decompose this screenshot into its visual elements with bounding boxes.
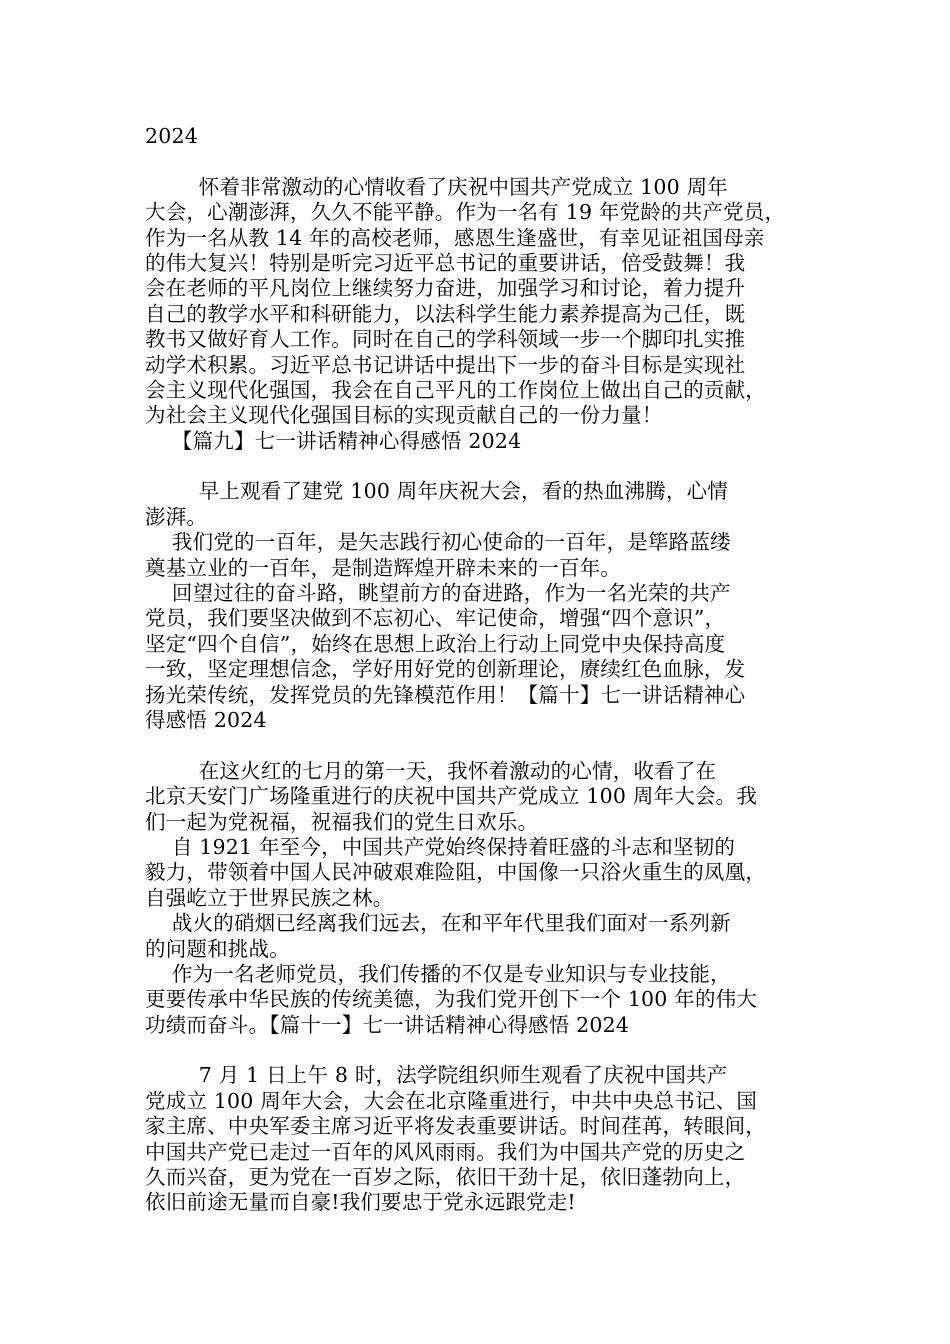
text-line: 党员，我们要坚决做到不忘初心、牢记使命，增强“四个意识”， (145, 606, 726, 631)
text-line: 扬光荣传统，发挥党员的先锋模范作用！【篇十】七一讲话精神心 (145, 682, 746, 707)
text-line: 澎湃。 (145, 504, 208, 529)
text-line: 久而兴奋，更为党在一百岁之际，依旧干劲十足，依旧蓬勃向上， (145, 1165, 746, 1190)
blank-line (145, 149, 809, 174)
blank-line (145, 454, 809, 479)
text-line: 家主席、中央军委主席习近平将发表重要讲话。时间荏苒，转眼间， (145, 1114, 766, 1139)
text-line: 们一起为党祝福，祝福我们的党生日欢乐。 (145, 809, 539, 834)
text-line: 7 月 1 日上午 8 时，法学院组织师生观看了庆祝中国共产 (145, 1063, 728, 1088)
text-line: 党成立 100 周年大会，大会在北京隆重进行，中共中央总书记、国 (145, 1088, 758, 1113)
text-line: 一致，坚定理想信念，学好用好党的创新理论，赓续红色血脉，发 (145, 657, 746, 682)
text-line: 毅力，带领着中国人民冲破艰难险阻，中国像一只浴火重生的凤凰， (145, 860, 766, 885)
text-line: 自强屹立于世界民族之林。 (145, 885, 394, 910)
text-line: 更要传承中华民族的传统美德，为我们党开创下一个 100 年的伟大 (145, 987, 758, 1012)
text-line: 依旧前途无量而自豪!我们要忠于党永远跟党走! (145, 1190, 576, 1215)
text-line: 自 1921 年至今，中国共产党始终保持着旺盛的斗志和坚韧的 (145, 834, 736, 859)
text-line: 动学术积累。习近平总书记讲话中提出下一步的奋斗目标是实现社 (145, 352, 746, 377)
text-line: 功绩而奋斗。【篇十一】七一讲话精神心得感悟 2024 (145, 1012, 630, 1037)
text-line: 在这火红的七月的第一天，我怀着激动的心情，收看了在 (145, 758, 717, 783)
blank-line (145, 1038, 809, 1063)
text-line: 会主义现代化强国，我会在自己平凡的工作岗位上做出自己的贡献， (145, 377, 766, 402)
text-line: 奠基立业的一百年，是制造辉煌开辟未来的一百年。 (145, 555, 622, 580)
text-line: 大会，心潮澎湃，久久不能平静。作为一名有 19 年党龄的共产党员， (145, 200, 786, 225)
text-line: 我们党的一百年，是矢志践行初心使命的一百年，是筚路蓝缕 (145, 530, 731, 555)
text-line: 早上观看了建党 100 周年庆祝大会，看的热血沸腾，心情 (145, 479, 728, 504)
text-line: 自己的教学水平和科研能力，以法科学生能力素养提高为己任，既 (145, 301, 746, 326)
text-line: 教书又做好育人工作。同时在自己的学科领域一步一个脚印扎实推 (145, 327, 746, 352)
text-line: 作为一名从教 14 年的高校老师，感恩生逢盛世，有幸见证祖国母亲 (145, 225, 765, 250)
section-heading: 【篇九】七一讲话精神心得感悟 2024 (145, 428, 522, 453)
text-line: 为社会主义现代化强国目标的实现贡献自己的一份力量！ (145, 403, 663, 428)
text-line: 北京天安门广场隆重进行的庆祝中国共产党成立 100 周年大会。我 (145, 784, 758, 809)
blank-line (145, 733, 809, 758)
text-line: 的问题和挑战。 (145, 936, 290, 961)
document-body (145, 124, 809, 1216)
text-line: 得感悟 2024 (145, 707, 267, 732)
text-line: 坚定“四个自信”，始终在思想上政治上行动上同党中央保持高度 (145, 631, 726, 656)
text-line: 回望过往的奋斗路，眺望前方的奋进路，作为一名光荣的共产 (145, 581, 731, 606)
text-line: 作为一名老师党员，我们传播的不仅是专业知识与专业技能， (145, 961, 731, 986)
text-line: 战火的硝烟已经离我们远去，在和平年代里我们面对一系列新 (145, 911, 731, 936)
text-line: 2024 (145, 124, 198, 148)
text-line: 怀着非常激动的心情收看了庆祝中国共产党成立 100 周年 (145, 174, 728, 199)
text-line: 的伟大复兴！特别是听完习近平总书记的重要讲话，倍受鼓舞！我 (145, 250, 746, 275)
text-line: 中国共产党已走过一百年的风风雨雨。我们为中国共产党的历史之 (145, 1139, 746, 1164)
text-line: 会在老师的平凡岗位上继续努力奋进，加强学习和讨论，着力提升 (145, 276, 746, 301)
